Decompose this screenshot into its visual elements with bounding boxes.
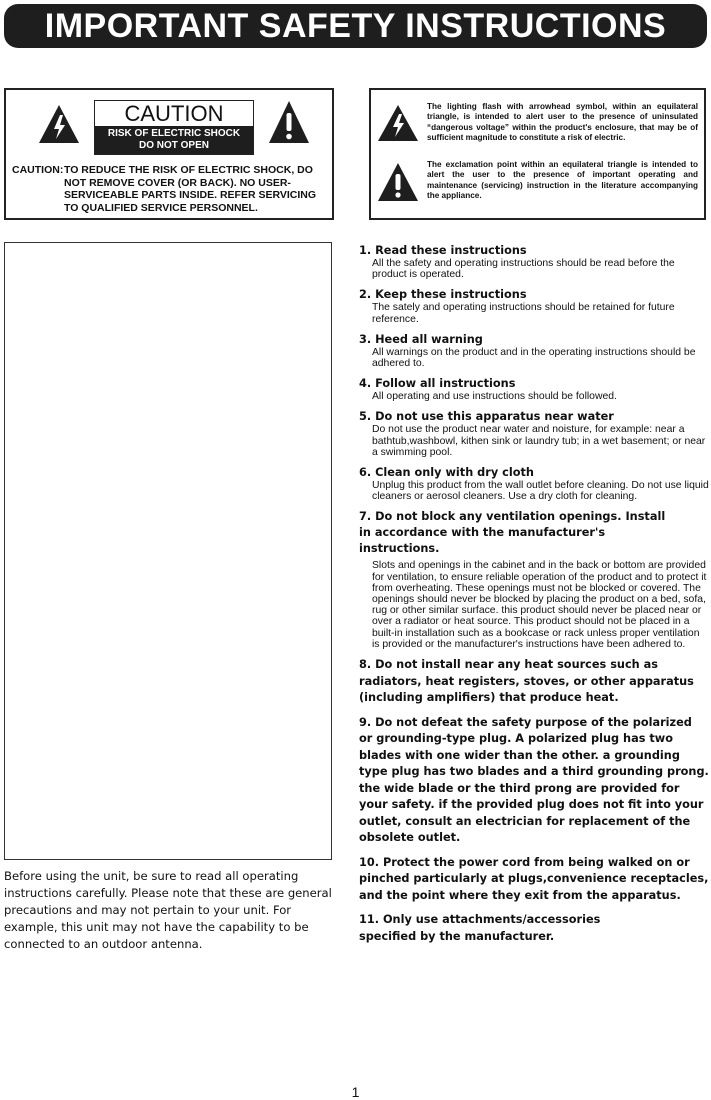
instruction-item: [359, 715, 709, 847]
caution-lead: CAUTION:: [12, 164, 64, 176]
instruction-body: All operating and use instructions should be followed.: [372, 391, 617, 403]
page-title: IMPORTANT SAFETY INSTRUCTIONS: [44, 6, 667, 45]
instruction-title: 3. Heed all warning: [359, 332, 483, 346]
lightning-explanation: [377, 102, 698, 144]
instruction-title: 8. Do not install near any heat sources such as radiators, heat registers, stoves, or other apparatus (including amplifiers) that produce heat.: [359, 658, 694, 705]
instruction-item: [359, 376, 709, 402]
instruction-body: Unplug this product from the wall outlet before cleaning. Do not use liquid cleaners or aerosol cleaners. Use a dry cloth for cleaning.: [372, 480, 709, 503]
general-precautions-note: Before using the unit, be sure to read all operating instructions carefully. Please note that these are general precautions and may not pertain to your unit. For example, this unit may not have the capability to be connected to an outdoor antenna.: [4, 869, 332, 951]
instruction-item: [359, 409, 709, 458]
lightning-warning-icon: [38, 104, 80, 144]
instruction-item: [359, 332, 709, 369]
instruction-title: 1. Read these instructions: [359, 244, 527, 257]
caution-statement: [12, 164, 326, 214]
symbols-box: [369, 88, 706, 220]
page-number: 1: [351, 1084, 360, 1100]
instruction-title: 9. Do not defeat the safety purpose of the polarized or grounding-type plug. A polarized plug has two blades with one wider than the other. a grounding type plug has two blades and a third grounding prong. the wide blade or the third prong are provided for your safety. if the provided plug does not fit into your outlet, consult an electrician for replacement of the obsolete outlet.: [359, 715, 709, 845]
instruction-title: 6. Clean only with dry cloth: [359, 466, 534, 480]
instruction-title: 10. Protect the power cord from being walked on or pinched particularly at plugs,convenience receptacles, and the point where they exit from the apparatus.: [359, 855, 709, 902]
exclamation-explanation: [377, 160, 698, 202]
instruction-item: [359, 912, 709, 945]
instruction-title: 11. Only use attachments/accessories specified by the manufacturer.: [359, 913, 601, 943]
shock-warning-label: [95, 126, 253, 154]
instruction-title: 7. Do not block any ventilation openings. Install in accordance with the manufacturer's instructions.: [359, 510, 666, 556]
instruction-item: [359, 509, 709, 650]
blank-frame: [4, 242, 332, 860]
shock-warning-line1: RISK OF ELECTRIC SHOCK: [107, 128, 241, 139]
instructions-list: [359, 243, 709, 945]
exclamation-symbol-icon: [377, 162, 419, 202]
lightning-symbol-icon: [377, 104, 419, 142]
exclamation-explanation-text: The exclamation point within an equilateral triangle is intended to alert the user to the presence of important operating and maintenance (servicing) instruction in the literature accompanying the appliance.: [427, 160, 698, 201]
instruction-body: Do not use the product near water and noisture, for example: near a bathtub,washbowl, kithen sink or laundry tub; in a wet basement; or near a swimming pool.: [372, 424, 706, 458]
caution-body: TO REDUCE THE RISK OF ELECTRIC SHOCK, DO NOT REMOVE COVER (OR BACK). NO USER-SERVICEABLE PARTS INSIDE. REFER SERVICING TO QUALIFIED SERVICE PERSONNEL.: [64, 164, 317, 214]
caution-word: CAUTION: [124, 101, 224, 126]
instruction-body: The sately and operating instructions should be retained for future reference.: [372, 302, 675, 325]
instruction-body: Slots and openings in the cabinet and in the back or bottom are provided for ventilation, to ensure reliable operation of the product and to protect it from overheating. These openings must not be blocked or covered. The openings should never be blocked by placing the product on a bed, sofa, rug or other similar surface. this product should never be placed near or over a radiator or heat source. This product should not be placed in a built-in installation such as a bookcase or rack unless proper ventilation is provided or the manufacturer's instructions have been adhered to.: [372, 560, 707, 650]
exclamation-warning-icon: [268, 100, 310, 144]
instruction-title: 2. Keep these instructions: [359, 288, 527, 302]
instruction-title: 4. Follow all instructions: [359, 377, 516, 391]
instruction-body: All warnings on the product and in the operating instructions should be adhered to.: [372, 346, 696, 370]
instruction-item: [359, 465, 709, 502]
caution-box: [4, 88, 334, 220]
instruction-body: All the safety and operating instructions should be read before the product is operated.: [372, 258, 675, 281]
shock-warning-line2: DO NOT OPEN: [138, 140, 209, 151]
lightning-explanation-text: The lighting flash with arrowhead symbol, within an equilateral triangle, is intended to alert user to the presence of uninsulated “dangerous voltage” within the product's enclosure, that may be of sufficient magnitude to constitute a risk of electric.: [427, 102, 698, 143]
instruction-item: [359, 287, 709, 324]
instruction-item: [359, 657, 709, 707]
instruction-title: 5. Do not use this apparatus near water: [359, 410, 614, 424]
title-banner: [4, 4, 707, 48]
instruction-item: [359, 855, 709, 905]
instruction-item: [359, 243, 709, 280]
caution-label: [94, 100, 254, 155]
